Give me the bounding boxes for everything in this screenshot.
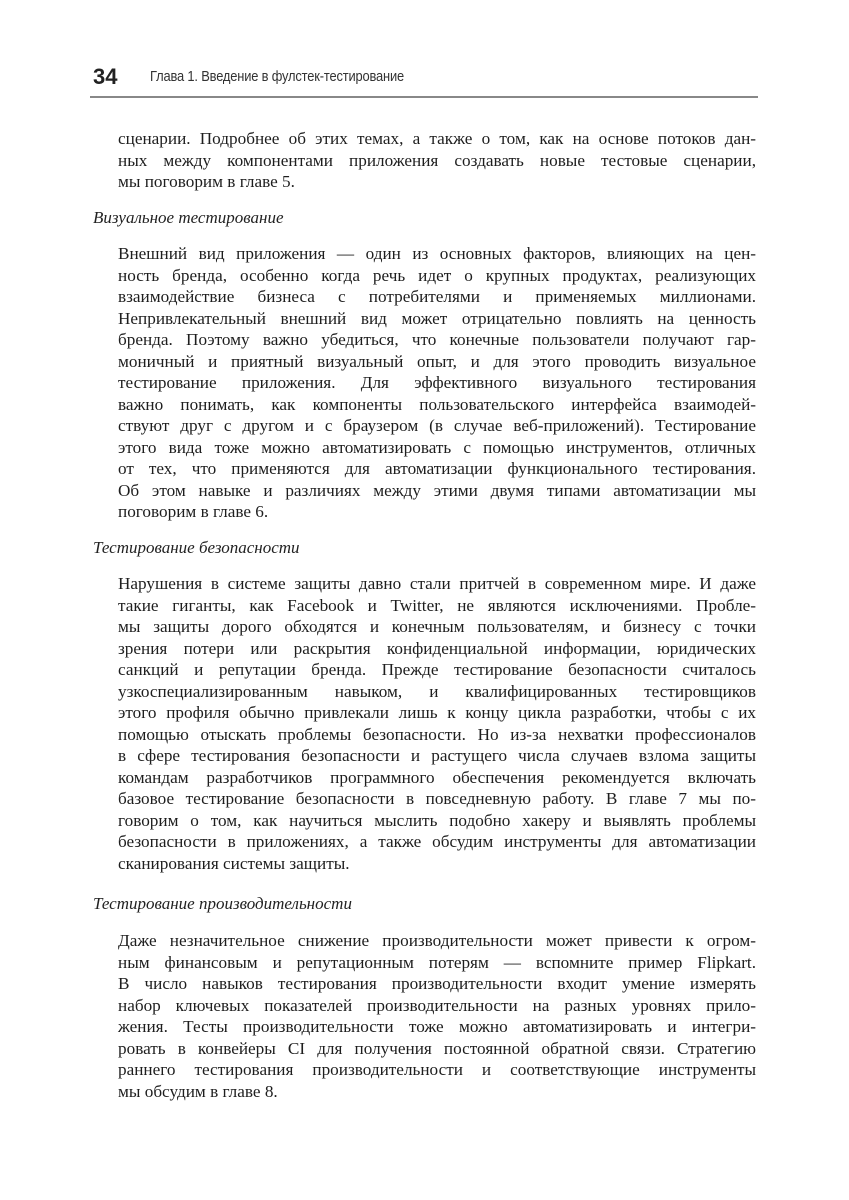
text-line: помощью отыскать проблемы безопасности. Но из-за нехватки профессионалов	[118, 724, 756, 744]
text-line: этого профиля обычно привлекали лишь к концу цикла разработки, чтобы с их	[118, 703, 756, 722]
paragraph	[118, 573, 756, 874]
text-line: Непривлекательный внешний вид может отрицательно повлиять на ценность	[118, 308, 756, 328]
text-line: командам разработчиков программного обеспечения рекомендуется включать	[118, 767, 756, 787]
header-rule	[90, 96, 758, 98]
text-line: моничный и приятный визуальный опыт, и для этого проводить визуальное	[118, 351, 756, 371]
text-line: тестирование приложения. Для эффективного визуального тестирования	[118, 373, 756, 392]
text-line: раннего тестирования производительности и соответствующие инструменты	[118, 1060, 756, 1079]
running-header: Глава 1. Введение в фулстек-тестирование	[150, 68, 405, 85]
text-line: взаимодействие бизнеса с потребителями и применяемых миллионами.	[118, 287, 756, 306]
text-line: мы обсудим в главе 8.	[118, 1081, 278, 1101]
paragraph	[118, 128, 756, 193]
text-line: поговорим в главе 6.	[118, 502, 269, 521]
paragraph	[118, 243, 756, 523]
text-line: базовое тестирование безопасности в повседневную работу. В главе 7 мы по-	[118, 789, 756, 808]
text-line: Нарушения в системе защиты давно стали притчей в современном мире. И даже	[118, 574, 756, 593]
text-line: этого вида тоже можно автоматизировать с помощью инструментов, отличных	[118, 437, 756, 457]
page-number: 34	[93, 64, 118, 89]
section-heading: Визуальное тестирование	[93, 208, 284, 227]
text-line: мы защиты дорого обходятся и конечным пользователям, и бизнесу с точки	[118, 617, 756, 636]
text-line: мы поговорим в главе 5.	[118, 172, 295, 191]
text-line: говорим о том, как научиться мыслить подобно хакеру и выявлять проблемы	[118, 810, 756, 830]
text-line: зрения потери или раскрытия конфиденциальной информации, юридических	[118, 638, 756, 658]
text-line: бренда. Поэтому важно убедиться, что конечные пользователи получают гар-	[118, 330, 756, 349]
text-line: сканирования системы защиты.	[118, 853, 350, 873]
text-line: безопасности в приложениях, а также обсудим инструменты для автоматизации	[118, 832, 756, 851]
text-line: ным финансовым и репутационным потерям — вспомните пример Flipkart.	[118, 952, 756, 972]
text-line: такие гиганты, как Facebook и Twitter, не являются исключениями. Пробле-	[118, 595, 756, 615]
text-line: набор ключевых показателей производительности на разных уровнях прило-	[118, 995, 756, 1015]
text-line: ствуют друг с другом и с браузером (в случае веб-приложений). Тестирование	[118, 416, 756, 435]
text-line: от тех, что применяются для автоматизации функционального тестирования.	[118, 459, 756, 478]
text-line: санкций и репутации бренда. Прежде тестирование безопасности считалось	[118, 660, 756, 679]
text-line: ровать в конвейеры CI для получения постоянной обратной связи. Стратегию	[118, 1038, 756, 1058]
text-line: жения. Тесты производительности тоже можно автоматизировать и интегри-	[118, 1017, 756, 1036]
section-heading: Тестирование безопасности	[93, 538, 300, 557]
text-line: сценарии. Подробнее об этих темах, а также о том, как на основе потоков дан-	[118, 129, 756, 148]
text-line: ных между компонентами приложения создавать новые тестовые сценарии,	[118, 150, 756, 170]
text-line: Даже незначительное снижение производительности может привести к огром-	[118, 931, 756, 950]
text-line: В число навыков тестирования производительности входит умение измерять	[118, 974, 756, 993]
text-line: важно понимать, как компоненты пользовательского интерфейса взаимодей-	[118, 394, 756, 414]
text-line: ность бренда, особенно когда речь идет о крупных продуктах, реализующих	[118, 265, 756, 285]
text-line: Об этом навыке и различиях между этими двумя типами автоматизации мы	[118, 480, 756, 500]
text-line: Внешний вид приложения — один из основных факторов, влияющих на цен-	[118, 244, 756, 263]
paragraph	[118, 930, 756, 1102]
text-line: узкоспециализированным навыком, и квалифицированных тестировщиков	[118, 681, 756, 701]
text-line: в сфере тестирования безопасности и растущего числа случаев взлома защиты	[118, 746, 756, 765]
section-heading: Тестирование производительности	[93, 894, 352, 913]
